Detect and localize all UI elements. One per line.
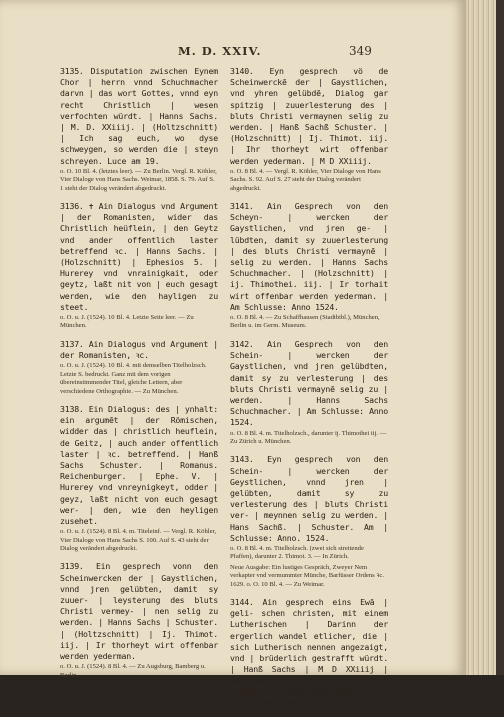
entry-note: o. O. 8 Bl. 4. — Zu Schaffhausen (Stadtbibl.), München, Berlin u. im Germ. Museum. bbox=[230, 314, 380, 330]
bibliography-entry-3139 bbox=[60, 561, 218, 680]
entry-title: 3138. Ein Dialogus: des | ynhalt: ein argumēt | der Römischen, widder das | christlich heuflein, de Geitz, | auch ander offentlich laster | ꝛc. betreffend. | Hanß Sachs Schuster. | Romanus. Reichenburger. | Ephe. V. | Hurerey vnd vnreynigkeyt, odder | geyz, laßt nicht von euch gesagt wer- | den, wie den heyligen zusehet. bbox=[60, 403, 218, 526]
entry-title: 3137. Ain Dialogus vnd Argument | der Romanisten, ꝛc. bbox=[60, 338, 218, 361]
entry-title: 3139. Ein gesprech vonn den Scheinwercken der | Gaystlichen, vnnd jren gelübten, damit sy zuuer- | leysterung des bluts Christi vermey- | nen selig zu werden. | Hanns Sachs | Schuster. | (Holtzschnitt) | Ij. Thimot. iij. | Ir thorheyt wirt offenbar werden yederman. bbox=[60, 561, 218, 661]
page-number: 349 bbox=[349, 44, 372, 58]
bibliography-entry-3140 bbox=[230, 66, 388, 193]
right-column bbox=[230, 66, 388, 717]
entry-title: 3135. Disputation zwischen Eynem Chor | herrn vnnd Schuchmacher darvn | das wort Gottes, vnnd eyn recht Christlich | wesen verfochten würdt. | Hanns Sachs. | M. D. XXiiij. | (Holtzschnitt) | Ich sag euch, wo dyse schweygen, so werden die | steyn schreyen. Luce am 19. bbox=[60, 66, 218, 166]
entry-note: o. O. 8 Bl. 4. m. Titelholzsch., darunter ij. Thimothei iij. — Zu Zürich u. München. bbox=[230, 429, 387, 445]
entry-note: o. O. u. J. (1524). 10 Bl. 4. mit demselben Titelholzsch. Letzte S. bedruckt. Ganz mit dem vorigen übereinstimmender Titel, gleiche Lettern, aber verschiedene Orthographie. — Zu München. bbox=[60, 362, 207, 395]
bibliography-entry-3136 bbox=[60, 201, 218, 331]
bibliography-entry-3137 bbox=[60, 339, 218, 396]
book-cover-edge bbox=[496, 0, 504, 675]
entry-title: 3142. Ain Gesprech von den Schein- | wercken der Gaystlichen, vnd jren gelübdten, damit sy zu verlesterung | des bluts Christi vermaynē selig zu | werden. | Hanns Sachs Schuchmacher. | Am Schlusse: Anno 1524. bbox=[230, 338, 388, 428]
entry-note: o. O. u. J. (1524). 8 Bl. 4. — Zu Augsburg, Bamberg u. Berlin. bbox=[60, 663, 206, 679]
entry-note: o. O. 8 Bl. 4. — Vergl. R. Köhler, Vier Dialoge von Hans Sachs. S. 92. Auf S. 27 steht der Dialog verändert abgedruckt. bbox=[230, 167, 381, 192]
running-header bbox=[0, 44, 466, 62]
entry-title: 3140. Eyn gesprech vö de Scheinwerckē der | Gaystlichen, vnd yhren gelübdē, Dialog gar spitzig | zuuerlesterung des | bluts Christi vermaynen selig zu werden. | Hanß Sachß Schuster. | (Holzschnitt) | Ij. Thimot. iij. | Ihr thorheyt wirt offenbar werden yederman. | M D XXiiij. bbox=[230, 66, 388, 166]
left-column bbox=[60, 66, 218, 688]
entry-title: 3136. ✝ Ain Dialogus vnd Argument | der Romanisten, wider das Christlich heüflein, | den Geytz vnd ander offentlich laster betreffend ꝛc. | Hanns Sachs. | (Holzschnitt) | Ephesios 5. | Hurerey vnd vnrainigkait, oder geytz, laßt nit von | euch gesagt werden, wie den hayligen zu steet. bbox=[60, 201, 218, 312]
running-title: M. D. XXIV. bbox=[178, 44, 262, 58]
entry-new-edition: Neue Ausgabe: Ein lustiges Gespräch, Zweyer Nem verkapter vnd vermummter Münche, Barfüsser Ordens ꝛc. 1629. o. O. 10 Bl. 4. — Zu Weimar. bbox=[230, 563, 384, 588]
bibliography-entry-3142 bbox=[230, 339, 388, 446]
entry-note: o. O. 8 Bl. 4. m. Titelholzsch. (zwei sich streitende Pfaffen), darunter 2. Thimot. 3. — In Zürich. bbox=[230, 544, 364, 561]
entry-note: o. O. u. J. (1524). 8 Bl. 4. m. Titeleinf. — Vergl. R. Köhler, Vier Dialoge von Hans Sachs S. 100. Auf S. 43 steht der Dialog verändert abgedruckt. bbox=[60, 528, 217, 552]
bibliography-entry-3141 bbox=[230, 201, 388, 331]
bibliography-entry-3144 bbox=[230, 597, 388, 709]
bibliography-entry-3135 bbox=[60, 66, 218, 193]
entry-title: 3144. Ain gesprech eins Ewā | geli- schen christen, mit einem Lutherischen | Darinn der ergerlich wandel etlicher, die | sich Lutherisch nennen angezaigt, vnd | brüderlich gestrafft würdt. | Hanß Sachs | M D XXiiij | Secunda Corinth. vi. | Laßt vnns niemandt | ergernuß geben, auff das vnnser ampt bbox=[230, 596, 388, 708]
entry-note: o. O. u. J. (1524). 10 Bl. 4. Letzte Seite leer. — Zu München. bbox=[60, 314, 194, 330]
entry-title: 3141. Ain Gesprech von den Scheyn- | wercken der Gaystlichen, vnd jren ge- | lübdten, damit sy zuuerlesterung | des bluts Christi vermaynē | selig zu werden. | Hanns Sachs Schuchmacher. | (Holzschnitt) | ij. Thimothei. iij. | Ir torhait wirt offenbar werden yederman. | Am Schlusse: Anno 1524. bbox=[230, 201, 388, 312]
bibliography-entry-3143 bbox=[230, 454, 388, 589]
bibliography-entry-3138 bbox=[60, 404, 218, 553]
entry-note: o. O. 10 Bl. 4. (letztes leer). — Zu Berlin. Vergl. R. Köhler, Vier Dialoge von Hans Sachs. Weimar, 1858. S. 79. Auf S. 1 steht der Dialog verändert abgedruckt. bbox=[60, 167, 217, 192]
entry-title: 3143. Eyn gesprech von den Schein- | wercken der Geystlichen, vnnd jren | gelübten, damit sy zu verlesterung des | bluts Christi ver- | meynnen selig zu werden. | Hans Sachß. | Schuster. Am | Schlusse: Anno. 1524. bbox=[230, 454, 388, 543]
